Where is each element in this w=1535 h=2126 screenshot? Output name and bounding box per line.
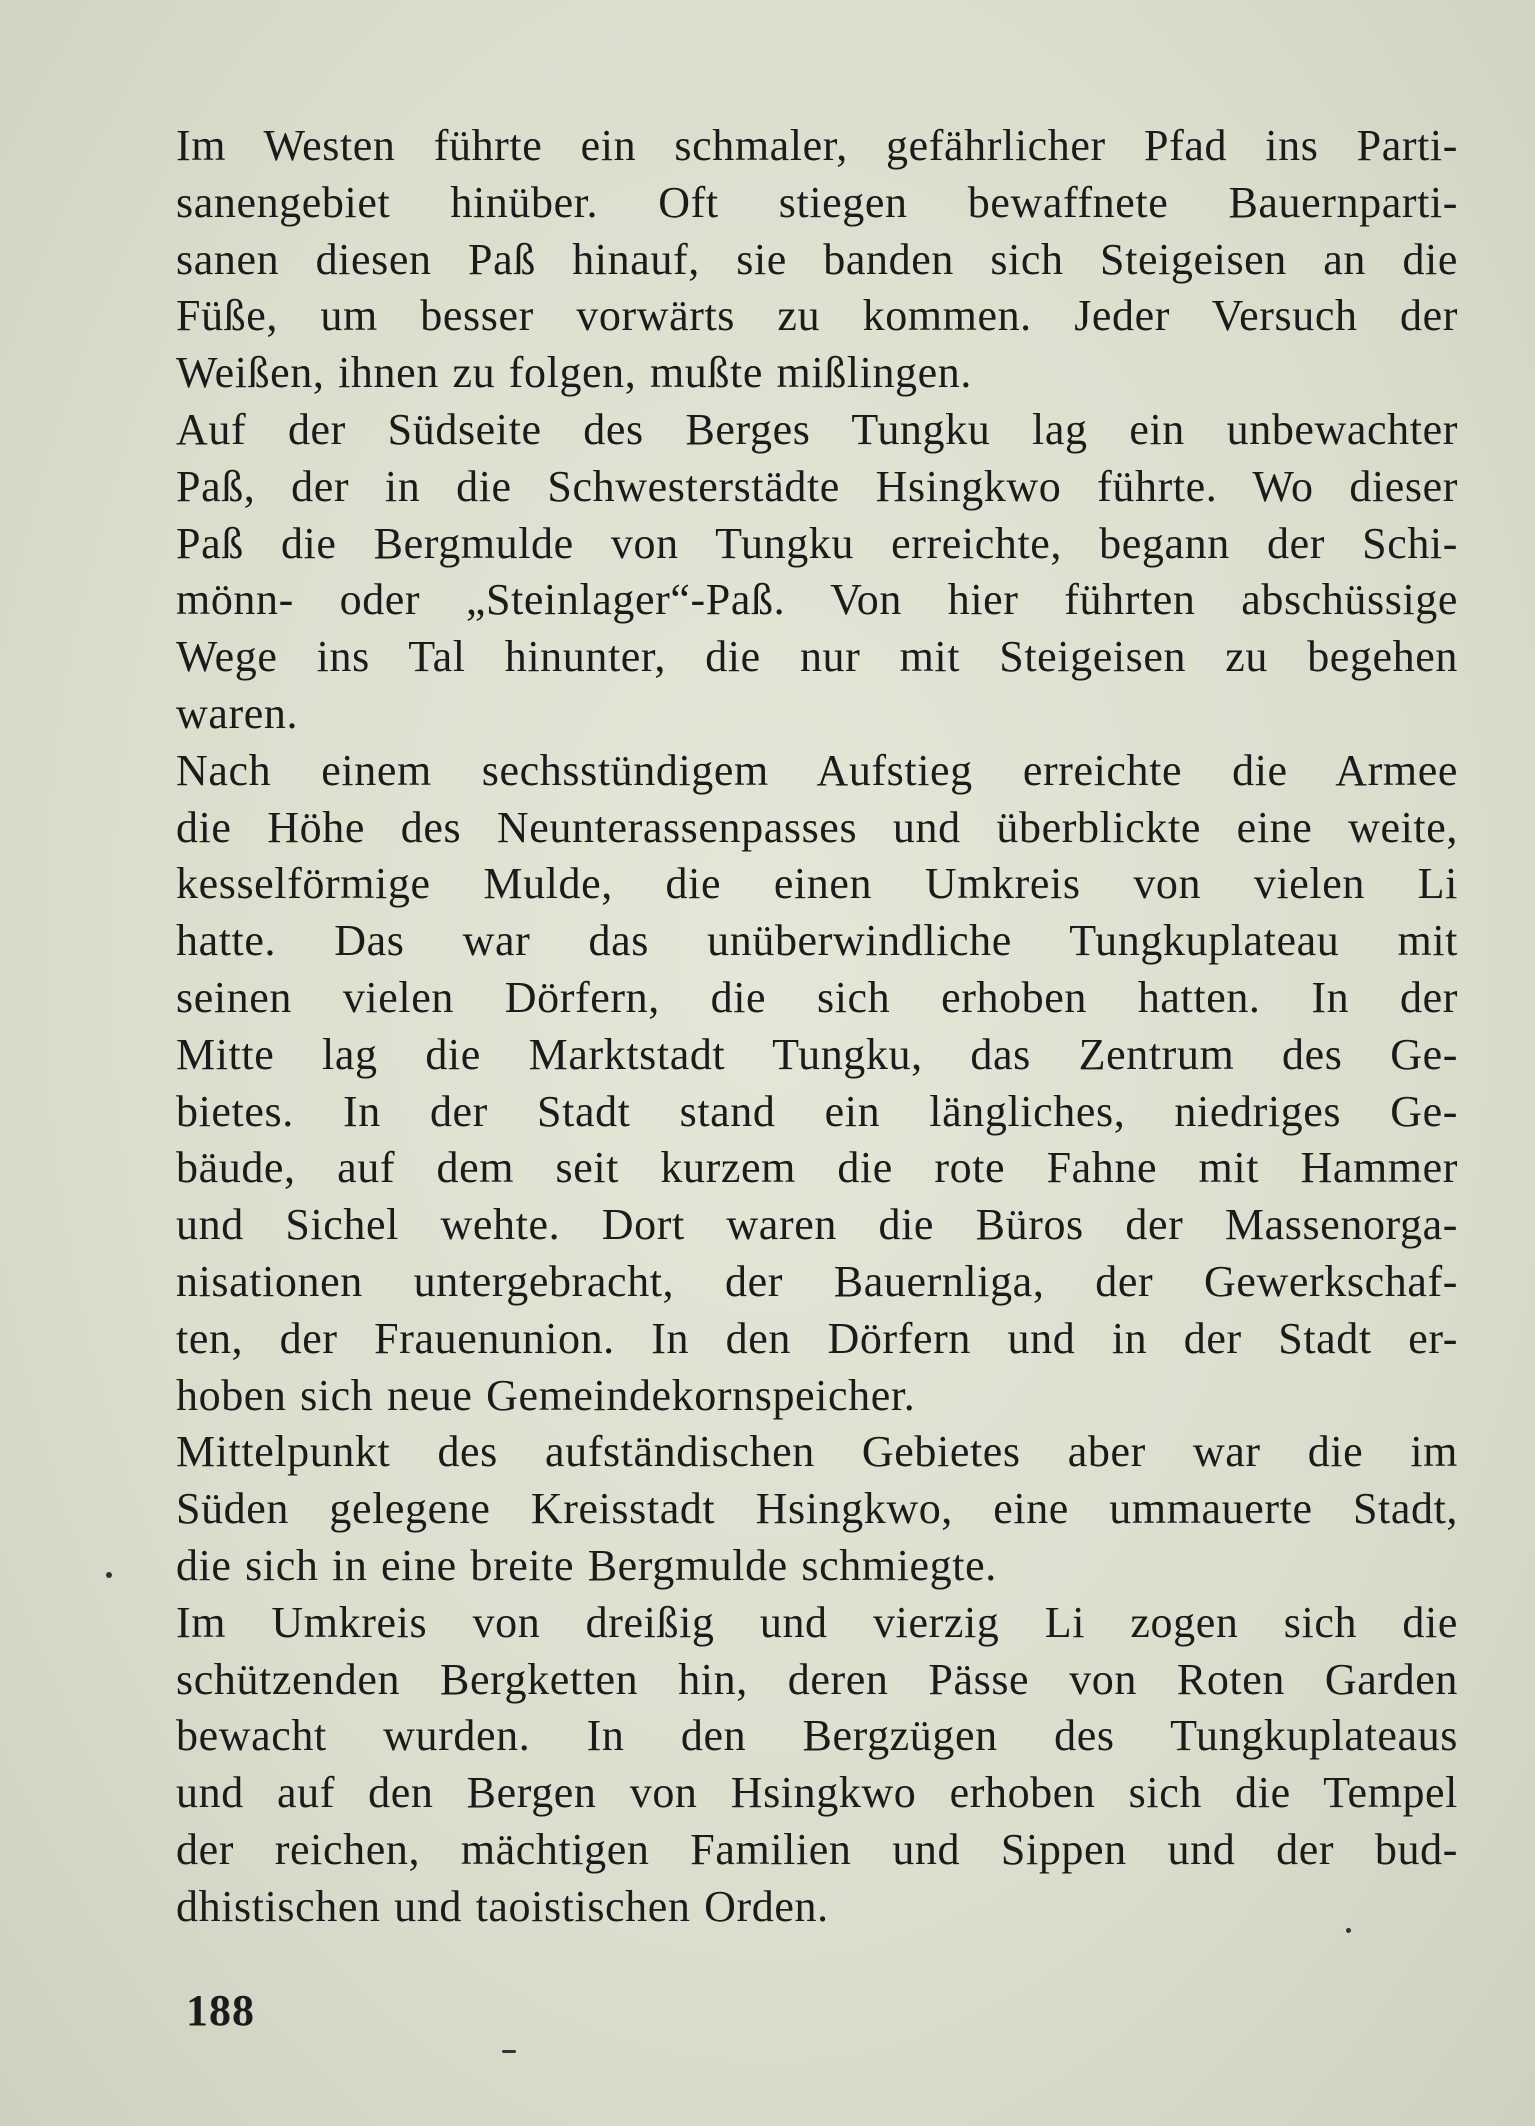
page-number: 188 [186, 1986, 255, 2035]
text-line: hoben sich neue Gemeindekornspeicher. [176, 1370, 916, 1420]
text-line: der reichen, mächtigen Familien und Sippen und der bud- [176, 1824, 1458, 1874]
text-line: Paß die Bergmulde von Tungku erreichte, begann der Schi- [176, 518, 1458, 568]
dust-speck [1346, 1928, 1351, 1933]
text-line: waren. [176, 688, 299, 738]
text-line: kesselförmige Mulde, die einen Umkreis von vielen Li [176, 859, 1458, 909]
text-line: dhistischen und taoistischen Orden. [176, 1881, 829, 1931]
dust-speck [502, 2050, 516, 2053]
paragraph-1 [176, 118, 1458, 402]
text-line: Weißen, ihnen zu folgen, mußte mißlingen. [176, 348, 972, 398]
paragraph-3 [176, 743, 1458, 1425]
text-line: Im Umkreis von dreißig und vierzig Li zogen sich die [176, 1597, 1458, 1647]
text-line: ten, der Frauenunion. In den Dörfern und in der Stadt er- [176, 1313, 1458, 1363]
text-line: sanengebiet hinüber. Oft stiegen bewaffnete Bauernparti- [176, 177, 1458, 227]
paragraph-2 [176, 402, 1458, 743]
text-line: Nach einem sechsstündigem Aufstieg erreichte die Armee [176, 745, 1458, 795]
text-line: Wege ins Tal hinunter, die nur mit Steigeisen zu begehen [176, 632, 1458, 682]
paragraph-5 [176, 1595, 1458, 1936]
text-line: Mittelpunkt des aufständischen Gebietes aber war die im [176, 1427, 1458, 1477]
text-line: die sich in eine breite Bergmulde schmiegte. [176, 1540, 997, 1590]
text-line: die Höhe des Neunterassenpasses und überblickte eine weite, [176, 802, 1458, 852]
text-line: sanen diesen Paß hinauf, sie banden sich Steigeisen an die [176, 234, 1458, 284]
text-line: Paß, der in die Schwesterstädte Hsingkwo führte. Wo dieser [176, 461, 1458, 511]
paragraph-4 [176, 1424, 1458, 1594]
text-line: Füße, um besser vorwärts zu kommen. Jeder Versuch der [176, 291, 1458, 341]
text-line: mönn- oder „Steinlager“-Paß. Von hier führten abschüssige [176, 575, 1458, 625]
text-line: bietes. In der Stadt stand ein längliches, niedriges Ge- [176, 1086, 1458, 1136]
text-line: Im Westen führte ein schmaler, gefährlicher Pfad ins Parti- [176, 121, 1458, 170]
text-line: nisationen untergebracht, der Bauernliga, der Gewerkschaf- [176, 1256, 1458, 1306]
text-line: und Sichel wehte. Dort waren die Büros der Massenorga- [176, 1200, 1458, 1250]
text-line: bewacht wurden. In den Bergzügen des Tungkuplateaus [176, 1711, 1458, 1761]
text-line: bäude, auf dem seit kurzem die rote Fahne mit Hammer [176, 1143, 1458, 1193]
dust-speck [106, 1572, 112, 1578]
text-line: schützenden Bergketten hin, deren Pässe von Roten Garden [176, 1654, 1458, 1704]
text-line: seinen vielen Dörfern, die sich erhoben hatten. In der [176, 972, 1458, 1022]
text-line: Süden gelegene Kreisstadt Hsingkwo, eine ummauerte Stadt, [176, 1484, 1458, 1534]
text-line: Mitte lag die Marktstadt Tungku, das Zentrum des Ge- [176, 1029, 1458, 1079]
body-text [176, 118, 1458, 1936]
text-line: hatte. Das war das unüberwindliche Tungkuplateau mit [176, 916, 1458, 966]
text-line: Auf der Südseite des Berges Tungku lag ein unbewachter [176, 404, 1458, 454]
text-line: und auf den Bergen von Hsingkwo erhoben sich die Tempel [176, 1768, 1458, 1818]
